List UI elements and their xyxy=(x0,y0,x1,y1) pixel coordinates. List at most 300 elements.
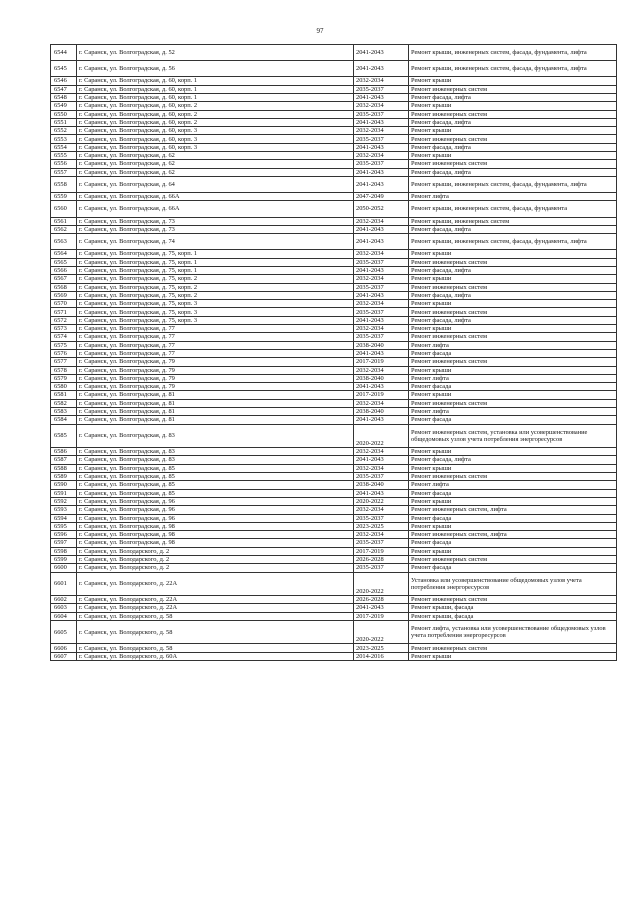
row-number: 6600 xyxy=(51,564,77,572)
row-number: 6572 xyxy=(51,316,77,324)
table-row xyxy=(51,234,617,250)
work-type-cell: Ремонт фасада xyxy=(409,383,617,391)
row-number: 6561 xyxy=(51,217,77,225)
period-cell: 2035-2037 xyxy=(354,85,409,93)
work-type-cell: Ремонт крыши, инженерных систем xyxy=(409,217,617,225)
work-type-cell: Ремонт крыши xyxy=(409,77,617,85)
row-number: 6605 xyxy=(51,620,77,644)
work-type-cell: Установка или усовершенствование общедомовых узлов учета потребления энергоресурсов xyxy=(409,572,617,596)
address-cell: г. Саранск, ул. Волгоградская, д. 96 xyxy=(77,497,354,505)
row-number: 6602 xyxy=(51,596,77,604)
row-number: 6545 xyxy=(51,61,77,77)
address-cell: г. Саранск, ул. Володарского, д. 22А xyxy=(77,572,354,596)
table-row xyxy=(51,564,617,572)
address-cell: г. Саранск, ул. Волгоградская, д. 96 xyxy=(77,506,354,514)
address-cell: г. Саранск, ул. Волгоградская, д. 60, корп. 3 xyxy=(77,143,354,151)
period-cell: 2032-2034 xyxy=(354,464,409,472)
row-number: 6571 xyxy=(51,308,77,316)
period-cell: 2041-2043 xyxy=(354,118,409,126)
address-cell: г. Саранск, ул. Волгоградская, д. 83 xyxy=(77,424,354,448)
table-row xyxy=(51,399,617,407)
work-type-cell: Ремонт лифта, установка или усовершенствование общедомовых узлов учета потребления энергоресурсов xyxy=(409,620,617,644)
address-cell: г. Саранск, ул. Волгоградская, д. 75, корп. 1 xyxy=(77,250,354,258)
row-number: 6570 xyxy=(51,300,77,308)
row-number: 6564 xyxy=(51,250,77,258)
address-cell: г. Саранск, ул. Волгоградская, д. 85 xyxy=(77,489,354,497)
address-cell: г. Саранск, ул. Волгоградская, д. 62 xyxy=(77,160,354,168)
table-row xyxy=(51,93,617,101)
row-number: 6607 xyxy=(51,652,77,660)
period-cell: 2032-2034 xyxy=(354,250,409,258)
address-cell: г. Саранск, ул. Волгоградская, д. 75, корп. 2 xyxy=(77,291,354,299)
table-row xyxy=(51,333,617,341)
table-row xyxy=(51,225,617,233)
row-number: 6567 xyxy=(51,275,77,283)
table-row xyxy=(51,110,617,118)
work-type-cell: Ремонт крыши xyxy=(409,391,617,399)
address-cell: г. Саранск, ул. Волгоградская, д. 83 xyxy=(77,448,354,456)
address-cell: г. Саранск, ул. Волгоградская, д. 85 xyxy=(77,473,354,481)
address-cell: г. Саранск, ул. Волгоградская, д. 79 xyxy=(77,366,354,374)
address-cell: г. Саранск, ул. Володарского, д. 58 xyxy=(77,620,354,644)
work-type-cell: Ремонт фасада, лифта xyxy=(409,143,617,151)
table-row xyxy=(51,416,617,424)
work-type-cell: Ремонт крыши xyxy=(409,152,617,160)
table-row xyxy=(51,456,617,464)
work-type-cell: Ремонт фасада xyxy=(409,514,617,522)
table-row xyxy=(51,424,617,448)
row-number: 6563 xyxy=(51,234,77,250)
row-number: 6559 xyxy=(51,193,77,201)
row-number: 6586 xyxy=(51,448,77,456)
address-cell: г. Саранск, ул. Волгоградская, д. 77 xyxy=(77,333,354,341)
row-number: 6601 xyxy=(51,572,77,596)
address-cell: г. Саранск, ул. Волгоградская, д. 81 xyxy=(77,391,354,399)
table-row xyxy=(51,497,617,505)
period-cell: 2038-2040 xyxy=(354,408,409,416)
address-cell: г. Саранск, ул. Волгоградская, д. 66А xyxy=(77,201,354,217)
row-number: 6577 xyxy=(51,358,77,366)
row-number: 6581 xyxy=(51,391,77,399)
period-cell: 2032-2034 xyxy=(354,127,409,135)
address-cell: г. Саранск, ул. Волгоградская, д. 77 xyxy=(77,349,354,357)
address-cell: г. Саранск, ул. Волгоградская, д. 79 xyxy=(77,358,354,366)
table-row xyxy=(51,266,617,274)
period-cell: 2041-2043 xyxy=(354,456,409,464)
row-number: 6584 xyxy=(51,416,77,424)
period-cell: 2020-2022 xyxy=(354,572,409,596)
period-cell: 2041-2043 xyxy=(354,143,409,151)
table-row xyxy=(51,102,617,110)
period-cell: 2032-2034 xyxy=(354,152,409,160)
period-cell: 2020-2022 xyxy=(354,497,409,505)
period-cell: 2026-2028 xyxy=(354,555,409,563)
row-number: 6557 xyxy=(51,168,77,176)
period-cell: 2041-2043 xyxy=(354,383,409,391)
period-cell: 2032-2034 xyxy=(354,506,409,514)
row-number: 6573 xyxy=(51,325,77,333)
address-cell: г. Саранск, ул. Волгоградская, д. 85 xyxy=(77,481,354,489)
period-cell: 2032-2034 xyxy=(354,325,409,333)
work-type-cell: Ремонт инженерных систем xyxy=(409,555,617,563)
address-cell: г. Саранск, ул. Волгоградская, д. 75, корп. 3 xyxy=(77,308,354,316)
work-type-cell: Ремонт инженерных систем xyxy=(409,473,617,481)
address-cell: г. Саранск, ул. Волгоградская, д. 60, корп. 3 xyxy=(77,127,354,135)
work-type-cell: Ремонт крыши, инженерных систем, фасада, фундамента, лифта xyxy=(409,234,617,250)
address-cell: г. Саранск, ул. Волгоградская, д. 79 xyxy=(77,374,354,382)
address-cell: г. Саранск, ул. Волгоградская, д. 98 xyxy=(77,539,354,547)
address-cell: г. Саранск, ул. Волгоградская, д. 73 xyxy=(77,217,354,225)
period-cell: 2035-2037 xyxy=(354,564,409,572)
row-number: 6590 xyxy=(51,481,77,489)
work-type-cell: Ремонт фасада xyxy=(409,564,617,572)
table-row xyxy=(51,366,617,374)
period-cell: 2023-2025 xyxy=(354,644,409,652)
work-type-cell: Ремонт инженерных систем xyxy=(409,333,617,341)
table-row xyxy=(51,341,617,349)
row-number: 6593 xyxy=(51,506,77,514)
address-cell: г. Саранск, ул. Волгоградская, д. 60, корп. 2 xyxy=(77,110,354,118)
work-type-cell: Ремонт инженерных систем xyxy=(409,85,617,93)
table-row xyxy=(51,143,617,151)
table-row xyxy=(51,572,617,596)
work-type-cell: Ремонт фасада xyxy=(409,539,617,547)
work-type-cell: Ремонт крыши xyxy=(409,547,617,555)
row-number: 6565 xyxy=(51,258,77,266)
work-type-cell: Ремонт инженерных систем xyxy=(409,644,617,652)
row-number: 6568 xyxy=(51,283,77,291)
table-row xyxy=(51,522,617,530)
address-cell: г. Саранск, ул. Волгоградская, д. 81 xyxy=(77,399,354,407)
table-row xyxy=(51,448,617,456)
table-row xyxy=(51,596,617,604)
table-row xyxy=(51,258,617,266)
work-type-cell: Ремонт фасада, лифта xyxy=(409,225,617,233)
row-number: 6579 xyxy=(51,374,77,382)
work-type-cell: Ремонт фасада, лифта xyxy=(409,168,617,176)
address-cell: г. Саранск, ул. Волгоградская, д. 60, корп. 1 xyxy=(77,93,354,101)
work-type-cell: Ремонт инженерных систем xyxy=(409,399,617,407)
period-cell: 2041-2043 xyxy=(354,604,409,612)
table-row xyxy=(51,45,617,61)
row-number: 6582 xyxy=(51,399,77,407)
row-number: 6544 xyxy=(51,45,77,61)
table-row xyxy=(51,604,617,612)
row-number: 6554 xyxy=(51,143,77,151)
address-cell: г. Саранск, ул. Волгоградская, д. 75, корп. 1 xyxy=(77,258,354,266)
period-cell: 2035-2037 xyxy=(354,283,409,291)
row-number: 6585 xyxy=(51,424,77,448)
address-cell: г. Саранск, ул. Волгоградская, д. 60, корп. 1 xyxy=(77,77,354,85)
work-type-cell: Ремонт крыши xyxy=(409,464,617,472)
address-cell: г. Саранск, ул. Волгоградская, д. 83 xyxy=(77,456,354,464)
period-cell: 2026-2028 xyxy=(354,596,409,604)
work-type-cell: Ремонт инженерных систем, лифта xyxy=(409,506,617,514)
row-number: 6560 xyxy=(51,201,77,217)
table-body xyxy=(51,45,617,661)
work-type-cell: Ремонт инженерных систем xyxy=(409,283,617,291)
address-cell: г. Саранск, ул. Волгоградская, д. 77 xyxy=(77,325,354,333)
address-cell: г. Саранск, ул. Володарского, д. 58 xyxy=(77,612,354,620)
work-type-cell: Ремонт инженерных систем, лифта xyxy=(409,531,617,539)
row-number: 6566 xyxy=(51,266,77,274)
period-cell: 2035-2037 xyxy=(354,160,409,168)
table-row xyxy=(51,193,617,201)
period-cell: 2032-2034 xyxy=(354,531,409,539)
work-type-cell: Ремонт крыши, фасада xyxy=(409,604,617,612)
table-row xyxy=(51,555,617,563)
row-number: 6603 xyxy=(51,604,77,612)
work-type-cell: Ремонт крыши, инженерных систем, фасада, фундамента, лифта xyxy=(409,45,617,61)
address-cell: г. Саранск, ул. Володарского, д. 2 xyxy=(77,555,354,563)
row-number: 6595 xyxy=(51,522,77,530)
work-type-cell: Ремонт крыши xyxy=(409,102,617,110)
period-cell: 2017-2019 xyxy=(354,612,409,620)
table-row xyxy=(51,481,617,489)
table-row xyxy=(51,250,617,258)
row-number: 6555 xyxy=(51,152,77,160)
table-row xyxy=(51,61,617,77)
work-type-cell: Ремонт крыши xyxy=(409,522,617,530)
period-cell: 2035-2037 xyxy=(354,308,409,316)
work-type-cell: Ремонт лифта xyxy=(409,374,617,382)
work-type-cell: Ремонт крыши xyxy=(409,250,617,258)
row-number: 6596 xyxy=(51,531,77,539)
period-cell: 2032-2034 xyxy=(354,366,409,374)
address-cell: г. Саранск, ул. Волгоградская, д. 79 xyxy=(77,383,354,391)
period-cell: 2041-2043 xyxy=(354,266,409,274)
table-row xyxy=(51,539,617,547)
table-row xyxy=(51,473,617,481)
period-cell: 2041-2043 xyxy=(354,489,409,497)
work-type-cell: Ремонт крыши xyxy=(409,275,617,283)
period-cell: 2035-2037 xyxy=(354,258,409,266)
address-cell: г. Саранск, ул. Володарского, д. 22А xyxy=(77,596,354,604)
address-cell: г. Саранск, ул. Волгоградская, д. 85 xyxy=(77,464,354,472)
period-cell: 2035-2037 xyxy=(354,110,409,118)
table-row xyxy=(51,77,617,85)
table-row xyxy=(51,308,617,316)
address-cell: г. Саранск, ул. Волгоградская, д. 73 xyxy=(77,225,354,233)
address-cell: г. Саранск, ул. Волгоградская, д. 75, корп. 3 xyxy=(77,316,354,324)
row-number: 6583 xyxy=(51,408,77,416)
work-type-cell: Ремонт фасада xyxy=(409,416,617,424)
address-cell: г. Саранск, ул. Волгоградская, д. 98 xyxy=(77,531,354,539)
table-row xyxy=(51,489,617,497)
period-cell: 2041-2043 xyxy=(354,225,409,233)
period-cell: 2041-2043 xyxy=(354,234,409,250)
work-type-cell: Ремонт лифта xyxy=(409,481,617,489)
period-cell: 2041-2043 xyxy=(354,168,409,176)
table-row xyxy=(51,325,617,333)
period-cell: 2023-2025 xyxy=(354,522,409,530)
table-row xyxy=(51,300,617,308)
period-cell: 2041-2043 xyxy=(354,45,409,61)
period-cell: 2017-2019 xyxy=(354,358,409,366)
table-row xyxy=(51,275,617,283)
row-number: 6574 xyxy=(51,333,77,341)
address-cell: г. Саранск, ул. Волгоградская, д. 60, корп. 1 xyxy=(77,85,354,93)
table-row xyxy=(51,160,617,168)
period-cell: 2038-2040 xyxy=(354,341,409,349)
work-type-cell: Ремонт фасада, лифта xyxy=(409,291,617,299)
address-cell: г. Саранск, ул. Володарского, д. 2 xyxy=(77,564,354,572)
table-row xyxy=(51,201,617,217)
row-number: 6587 xyxy=(51,456,77,464)
period-cell: 2035-2037 xyxy=(354,514,409,522)
address-cell: г. Саранск, ул. Волгоградская, д. 52 xyxy=(77,45,354,61)
address-cell: г. Саранск, ул. Волгоградская, д. 75, корп. 2 xyxy=(77,275,354,283)
row-number: 6594 xyxy=(51,514,77,522)
period-cell: 2035-2037 xyxy=(354,333,409,341)
period-cell: 2032-2034 xyxy=(354,102,409,110)
work-type-cell: Ремонт инженерных систем xyxy=(409,308,617,316)
table-row xyxy=(51,612,617,620)
table-row xyxy=(51,316,617,324)
work-type-cell: Ремонт крыши xyxy=(409,497,617,505)
period-cell: 2017-2019 xyxy=(354,547,409,555)
row-number: 6589 xyxy=(51,473,77,481)
table-row xyxy=(51,85,617,93)
table-row xyxy=(51,464,617,472)
address-cell: г. Саранск, ул. Володарского, д. 60А xyxy=(77,652,354,660)
address-cell: г. Саранск, ул. Волгоградская, д. 64 xyxy=(77,176,354,192)
work-type-cell: Ремонт фасада, лифта xyxy=(409,266,617,274)
address-cell: г. Саранск, ул. Волгоградская, д. 62 xyxy=(77,152,354,160)
address-cell: г. Саранск, ул. Волгоградская, д. 98 xyxy=(77,522,354,530)
work-type-cell: Ремонт инженерных систем xyxy=(409,596,617,604)
work-type-cell: Ремонт инженерных систем xyxy=(409,160,617,168)
address-cell: г. Саранск, ул. Волгоградская, д. 60, корп. 2 xyxy=(77,118,354,126)
address-cell: г. Саранск, ул. Волгоградская, д. 75, корп. 1 xyxy=(77,266,354,274)
work-type-cell: Ремонт инженерных систем xyxy=(409,358,617,366)
address-cell: г. Саранск, ул. Волгоградская, д. 56 xyxy=(77,61,354,77)
row-number: 6592 xyxy=(51,497,77,505)
row-number: 6547 xyxy=(51,85,77,93)
address-cell: г. Саранск, ул. Волгоградская, д. 81 xyxy=(77,416,354,424)
address-cell: г. Саранск, ул. Володарского, д. 2 xyxy=(77,547,354,555)
table-row xyxy=(51,506,617,514)
table-row xyxy=(51,391,617,399)
row-number: 6556 xyxy=(51,160,77,168)
address-cell: г. Саранск, ул. Волгоградская, д. 66А xyxy=(77,193,354,201)
repair-schedule-table xyxy=(50,44,617,661)
table-row xyxy=(51,547,617,555)
address-cell: г. Саранск, ул. Волгоградская, д. 75, корп. 2 xyxy=(77,283,354,291)
work-type-cell: Ремонт крыши xyxy=(409,366,617,374)
table-row xyxy=(51,291,617,299)
table-row xyxy=(51,514,617,522)
period-cell: 2041-2043 xyxy=(354,61,409,77)
work-type-cell: Ремонт фасада, лифта xyxy=(409,456,617,464)
period-cell: 2035-2037 xyxy=(354,135,409,143)
row-number: 6546 xyxy=(51,77,77,85)
period-cell: 2041-2043 xyxy=(354,316,409,324)
row-number: 6599 xyxy=(51,555,77,563)
table-row xyxy=(51,168,617,176)
address-cell: г. Саранск, ул. Володарского, д. 58 xyxy=(77,644,354,652)
period-cell: 2038-2040 xyxy=(354,374,409,382)
work-type-cell: Ремонт лифта xyxy=(409,193,617,201)
period-cell: 2041-2043 xyxy=(354,291,409,299)
period-cell: 2035-2037 xyxy=(354,539,409,547)
table-row xyxy=(51,644,617,652)
table-row xyxy=(51,374,617,382)
work-type-cell: Ремонт инженерных систем xyxy=(409,110,617,118)
period-cell: 2041-2043 xyxy=(354,176,409,192)
row-number: 6606 xyxy=(51,644,77,652)
row-number: 6548 xyxy=(51,93,77,101)
table-row xyxy=(51,127,617,135)
table-row xyxy=(51,118,617,126)
table-row xyxy=(51,620,617,644)
period-cell: 2041-2043 xyxy=(354,349,409,357)
table-row xyxy=(51,283,617,291)
row-number: 6553 xyxy=(51,135,77,143)
work-type-cell: Ремонт инженерных систем, установка или усовершенствование общедомовых узлов учета потребления энергоресурсов xyxy=(409,424,617,448)
work-type-cell: Ремонт фасада, лифта xyxy=(409,316,617,324)
row-number: 6588 xyxy=(51,464,77,472)
address-cell: г. Саранск, ул. Волгоградская, д. 96 xyxy=(77,514,354,522)
work-type-cell: Ремонт крыши, инженерных систем, фасада, фундамента, лифта xyxy=(409,61,617,77)
work-type-cell: Ремонт крыши xyxy=(409,325,617,333)
address-cell: г. Саранск, ул. Волгоградская, д. 75, корп. 3 xyxy=(77,300,354,308)
work-type-cell: Ремонт инженерных систем xyxy=(409,135,617,143)
row-number: 6552 xyxy=(51,127,77,135)
address-cell: г. Саранск, ул. Волгоградская, д. 62 xyxy=(77,168,354,176)
row-number: 6598 xyxy=(51,547,77,555)
row-number: 6551 xyxy=(51,118,77,126)
address-cell: г. Саранск, ул. Волгоградская, д. 77 xyxy=(77,341,354,349)
table-row xyxy=(51,176,617,192)
period-cell: 2038-2040 xyxy=(354,481,409,489)
table-row xyxy=(51,652,617,660)
period-cell: 2032-2034 xyxy=(354,399,409,407)
row-number: 6591 xyxy=(51,489,77,497)
work-type-cell: Ремонт крыши xyxy=(409,652,617,660)
address-cell: г. Саранск, ул. Волгоградская, д. 74 xyxy=(77,234,354,250)
row-number: 6550 xyxy=(51,110,77,118)
row-number: 6558 xyxy=(51,176,77,192)
work-type-cell: Ремонт фасада, лифта xyxy=(409,118,617,126)
period-cell: 2032-2034 xyxy=(354,300,409,308)
work-type-cell: Ремонт фасада, лифта xyxy=(409,93,617,101)
table-row xyxy=(51,408,617,416)
address-cell: г. Саранск, ул. Волгоградская, д. 81 xyxy=(77,408,354,416)
period-cell: 2014-2016 xyxy=(354,652,409,660)
period-cell: 2032-2034 xyxy=(354,275,409,283)
address-cell: г. Саранск, ул. Волгоградская, д. 60, корп. 2 xyxy=(77,102,354,110)
table-row xyxy=(51,358,617,366)
work-type-cell: Ремонт крыши, фасада xyxy=(409,612,617,620)
period-cell: 2041-2043 xyxy=(354,416,409,424)
address-cell: г. Саранск, ул. Волгоградская, д. 60, корп. 3 xyxy=(77,135,354,143)
period-cell: 2020-2022 xyxy=(354,424,409,448)
row-number: 6549 xyxy=(51,102,77,110)
period-cell: 2050-2052 xyxy=(354,201,409,217)
period-cell: 2032-2034 xyxy=(354,217,409,225)
period-cell: 2017-2019 xyxy=(354,391,409,399)
row-number: 6575 xyxy=(51,341,77,349)
row-number: 6569 xyxy=(51,291,77,299)
table-row xyxy=(51,383,617,391)
row-number: 6597 xyxy=(51,539,77,547)
table-row xyxy=(51,217,617,225)
work-type-cell: Ремонт лифта xyxy=(409,341,617,349)
period-cell: 2035-2037 xyxy=(354,473,409,481)
period-cell: 2041-2043 xyxy=(354,93,409,101)
row-number: 6604 xyxy=(51,612,77,620)
